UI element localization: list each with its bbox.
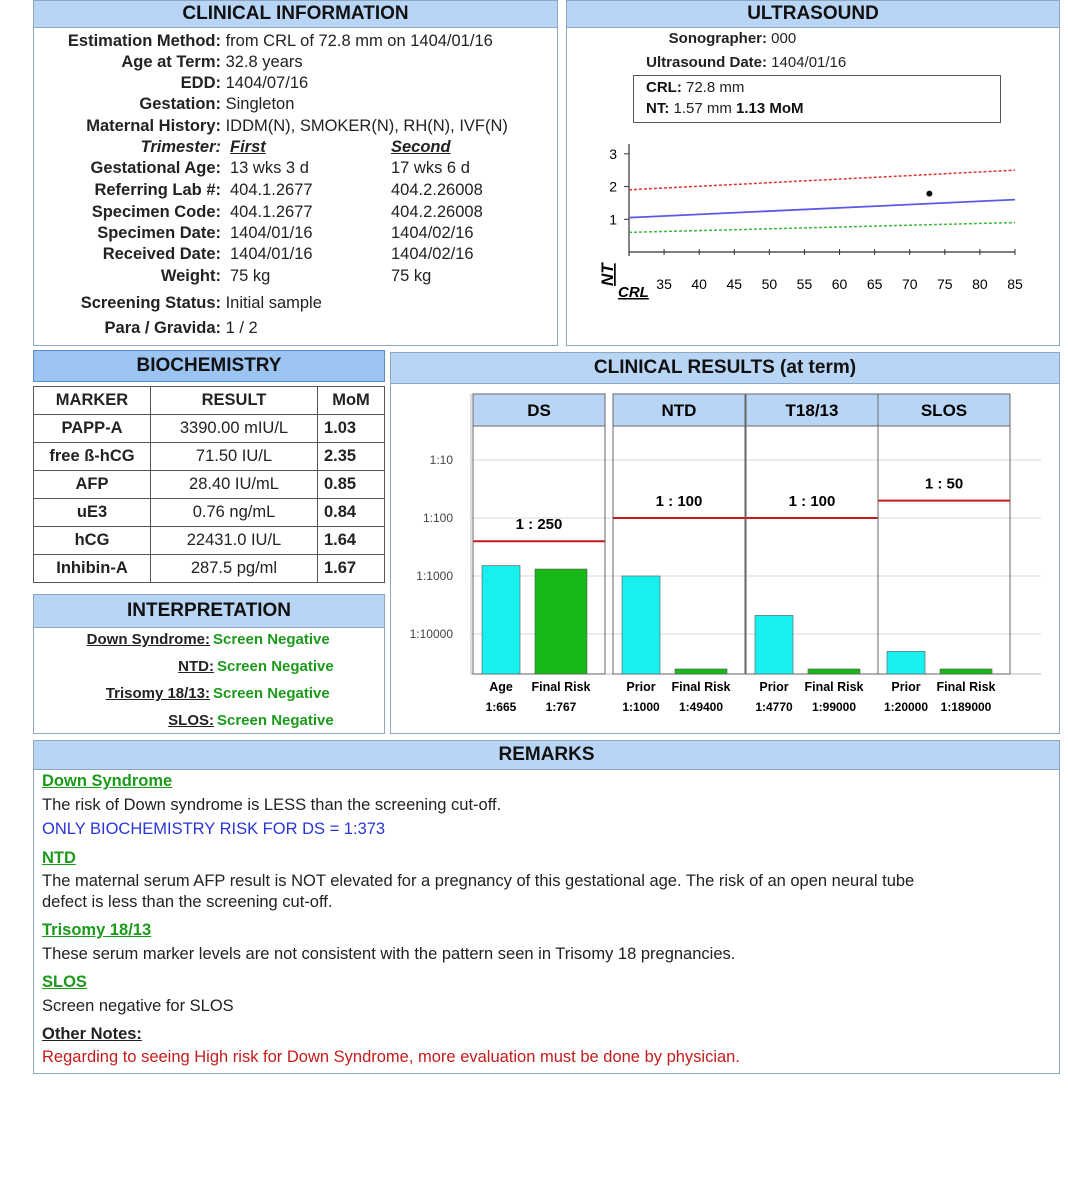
risk-bar-final-risk	[940, 669, 992, 674]
remarks-panel	[33, 740, 1060, 1074]
screening-status-row: Screening Status: Initial sample	[80, 294, 322, 312]
clinical-row	[34, 181, 483, 200]
x-tick-label: 60	[831, 276, 848, 292]
table-row	[34, 415, 385, 443]
group-name: T18/13	[785, 401, 839, 420]
x-tick-label: 55	[796, 276, 813, 292]
bar-label: Final Risk	[671, 680, 731, 694]
bar-value: 1:4770	[755, 700, 793, 714]
interpretation-item	[30, 685, 380, 702]
crl-nt-box	[633, 75, 1001, 123]
result-cell: 28.40 IU/mL	[151, 471, 318, 499]
marker-cell: Inhibin-A	[34, 555, 151, 583]
y-axis-label: NT	[598, 263, 617, 286]
interpretation-title: INTERPRETATION	[34, 595, 384, 628]
x-tick-label: 85	[1007, 276, 1023, 292]
group-frame-slos	[878, 394, 1010, 674]
clinical-row-second: 75 kg	[391, 267, 432, 285]
bar-value: 1:1000	[622, 700, 660, 714]
clinical-row-second: 1404/02/16	[391, 224, 474, 242]
clinical-row-second: 1404/02/16	[391, 245, 474, 263]
mom-header: MoM	[318, 387, 385, 415]
marker-cell: free ß-hCG	[34, 443, 151, 471]
clinical-row-label: Weight:	[160, 267, 221, 285]
x-tick-label: 65	[866, 276, 883, 292]
remark-ds-note: ONLY BIOCHEMISTRY RISK FOR DS = 1:373	[42, 820, 386, 838]
result-cell: 71.50 IU/L	[151, 443, 318, 471]
risk-bar-final-risk	[675, 669, 727, 674]
interpretation-panel	[33, 594, 385, 734]
marker-header: MARKER	[34, 387, 151, 415]
age-at-term-row: Age at Term: 32.8 years	[121, 53, 303, 71]
mom-cell: 1.64	[318, 527, 385, 555]
remark-slos-heading: SLOS	[42, 973, 87, 991]
gestation-row: Gestation: Singleton	[139, 95, 295, 113]
remark-t18-text: These serum marker levels are not consistent with the pattern seen in Trisomy 18 pregnancies.	[42, 945, 736, 963]
mom-cell: 0.84	[318, 499, 385, 527]
clinical-row-first: 13 wks 3 d	[230, 159, 309, 177]
edd-row: EDD: 1404/07/16	[180, 74, 309, 92]
x-tick-label: 50	[761, 276, 778, 292]
clinical-information-title: CLINICAL INFORMATION	[34, 1, 557, 28]
bar-label: Final Risk	[804, 680, 864, 694]
bar-value: 1:665	[485, 700, 517, 714]
clinical-row	[34, 203, 483, 222]
risk-bar-age	[482, 566, 520, 674]
cutoff-label: 1 : 250	[515, 516, 563, 534]
interpretation-label: Trisomy 18/13:	[105, 685, 210, 702]
sonographer-row: Sonographer: 000	[668, 30, 797, 47]
risk-y-tick-label: 1:10	[429, 453, 453, 467]
y-tick-label: 3	[609, 145, 617, 162]
marker-cell: PAPP-A	[34, 415, 151, 443]
y-tick-label: 1	[609, 211, 617, 228]
bar-value: 1:20000	[883, 700, 929, 714]
series-line-upper	[629, 170, 1015, 190]
biochemistry-title: BIOCHEMISTRY	[33, 350, 385, 382]
clinical-row-first: 404.1.2677	[230, 203, 313, 221]
bar-label: Prior	[759, 680, 789, 694]
interpretation-value: Screen Negative	[217, 658, 334, 675]
clinical-row-label: Specimen Code:	[91, 203, 221, 221]
para-gravida-row: Para / Gravida: 1 / 2	[104, 319, 258, 337]
result-cell: 287.5 pg/ml	[151, 555, 318, 583]
remark-t18-heading: Trisomy 18/13	[42, 921, 152, 939]
trimester-first: First	[230, 138, 266, 156]
remark-other-heading: Other Notes:	[42, 1025, 142, 1043]
ultrasound-date-row: Ultrasound Date: 1404/01/16	[646, 54, 847, 71]
group-name: DS	[527, 401, 551, 420]
biochemistry-table	[33, 386, 385, 583]
interpretation-item	[34, 712, 384, 729]
risk-bar-prior	[622, 576, 660, 674]
result-cell: 3390.00 mIU/L	[151, 415, 318, 443]
clinical-row	[34, 159, 470, 178]
interpretation-value: Screen Negative	[213, 685, 330, 702]
cutoff-label: 1 : 100	[655, 493, 703, 510]
bar-label: Final Risk	[936, 680, 996, 694]
y-tick-label: 2	[609, 178, 617, 195]
clinical-row-label: Received Date:	[102, 245, 221, 263]
remarks-title: REMARKS	[34, 741, 1059, 770]
group-name: NTD	[661, 401, 697, 420]
clinical-row-label: Gestational Age:	[90, 159, 221, 177]
risk-bar-final-risk	[808, 669, 860, 674]
x-axis-label: CRL	[618, 284, 649, 301]
nt-crl-chart	[567, 126, 1059, 346]
marker-cell: hCG	[34, 527, 151, 555]
biochemistry-header-row	[34, 387, 385, 415]
table-row	[34, 555, 385, 583]
clinical-row-first: 1404/01/16	[230, 245, 313, 263]
clinical-information-panel	[33, 0, 558, 346]
x-tick-label: 35	[656, 276, 672, 292]
bar-label: Prior	[891, 680, 921, 694]
remark-other-text: Regarding to seeing High risk for Down Syndrome, more evaluation must be done by physician.	[42, 1048, 740, 1066]
table-row	[34, 527, 385, 555]
mom-cell: 1.03	[318, 415, 385, 443]
cutoff-label: 1 : 50	[924, 475, 964, 493]
remark-slos-text: Screen negative for SLOS	[42, 997, 234, 1015]
risk-bar-prior	[755, 615, 793, 674]
ultrasound-panel	[566, 0, 1060, 346]
interpretation-item	[30, 631, 380, 648]
crl-row: CRL: 72.8 mm	[646, 79, 745, 96]
series-line-median	[629, 200, 1015, 218]
bar-value: 1:99000	[811, 700, 857, 714]
bar-label: Age	[489, 680, 513, 694]
clinical-row-first: 1404/01/16	[230, 224, 313, 242]
interpretation-label: Down Syndrome:	[86, 631, 210, 648]
marker-cell: AFP	[34, 471, 151, 499]
risk-bar-final-risk	[535, 569, 587, 674]
clinical-row-label: Specimen Date:	[97, 224, 221, 242]
group-name: SLOS	[920, 401, 968, 420]
clinical-results-panel	[390, 352, 1060, 734]
bar-value: 1:49400	[678, 700, 724, 714]
bar-label: Prior	[626, 680, 656, 694]
series-line-lower	[629, 223, 1015, 233]
clinical-row-second: 404.2.26008	[391, 203, 483, 221]
table-row	[34, 499, 385, 527]
x-tick-label: 45	[726, 276, 743, 292]
ultrasound-title: ULTRASOUND	[567, 1, 1059, 28]
bar-value: 1:189000	[940, 700, 992, 714]
clinical-row	[34, 245, 474, 264]
interpretation-label: SLOS:	[168, 712, 214, 729]
maternal-history-row: Maternal History: IDDM(N), SMOKER(N), RH(N), IVF(N)	[86, 117, 508, 135]
marker-cell: uE3	[34, 499, 151, 527]
mom-cell: 1.67	[318, 555, 385, 583]
trimester-second: Second	[391, 138, 451, 156]
trimester-row: Trimester: First Second	[140, 138, 451, 156]
remark-ntd-text-2: defect is less than the screening cut-off.	[42, 893, 333, 911]
clinical-row	[34, 267, 432, 286]
bar-label: Final Risk	[531, 680, 591, 694]
remark-ds-heading: Down Syndrome	[42, 772, 173, 790]
cutoff-label: 1 : 100	[788, 493, 836, 510]
mom-cell: 2.35	[318, 443, 385, 471]
remark-ntd-text-1: The maternal serum AFP result is NOT elevated for a pregnancy of this gestational age. The risk of an open neural tube	[42, 872, 915, 890]
mom-cell: 0.85	[318, 471, 385, 499]
remark-ntd-heading: NTD	[42, 849, 76, 867]
result-header: RESULT	[151, 387, 318, 415]
result-cell: 22431.0 IU/L	[151, 527, 318, 555]
bar-value: 1:767	[545, 700, 577, 714]
table-row	[34, 443, 385, 471]
risk-y-tick-label: 1:1000	[416, 569, 453, 583]
interpretation-label: NTD:	[178, 658, 214, 675]
x-tick-label: 80	[972, 276, 988, 292]
biochemistry-panel	[33, 350, 385, 590]
x-tick-label: 70	[901, 276, 918, 292]
risk-chart	[391, 384, 1059, 734]
x-tick-label: 40	[691, 276, 707, 292]
table-row	[34, 471, 385, 499]
risk-y-tick-label: 1:100	[422, 511, 453, 525]
clinical-row-first: 404.1.2677	[230, 181, 313, 199]
remark-ds-text: The risk of Down syndrome is LESS than the screening cut-off.	[42, 796, 502, 814]
clinical-row	[34, 224, 474, 243]
interpretation-item	[34, 658, 384, 675]
x-tick-label: 75	[937, 276, 953, 292]
clinical-row-second: 404.2.26008	[391, 181, 483, 199]
risk-y-tick-label: 1:10000	[409, 627, 453, 641]
clinical-row-first: 75 kg	[230, 267, 271, 285]
nt-row: NT: 1.57 mm 1.13 MoM	[646, 100, 804, 117]
interpretation-value: Screen Negative	[217, 712, 334, 729]
risk-bar-prior	[887, 651, 925, 674]
clinical-row-label: Referring Lab #:	[94, 181, 221, 199]
clinical-results-title: CLINICAL RESULTS (at term)	[391, 353, 1059, 384]
interpretation-value: Screen Negative	[213, 631, 330, 648]
clinical-row-second: 17 wks 6 d	[391, 159, 470, 177]
nt-data-point	[926, 191, 932, 197]
result-cell: 0.76 ng/mL	[151, 499, 318, 527]
estimation-method-row: Estimation Method: from CRL of 72.8 mm on 1404/01/16	[67, 32, 493, 50]
